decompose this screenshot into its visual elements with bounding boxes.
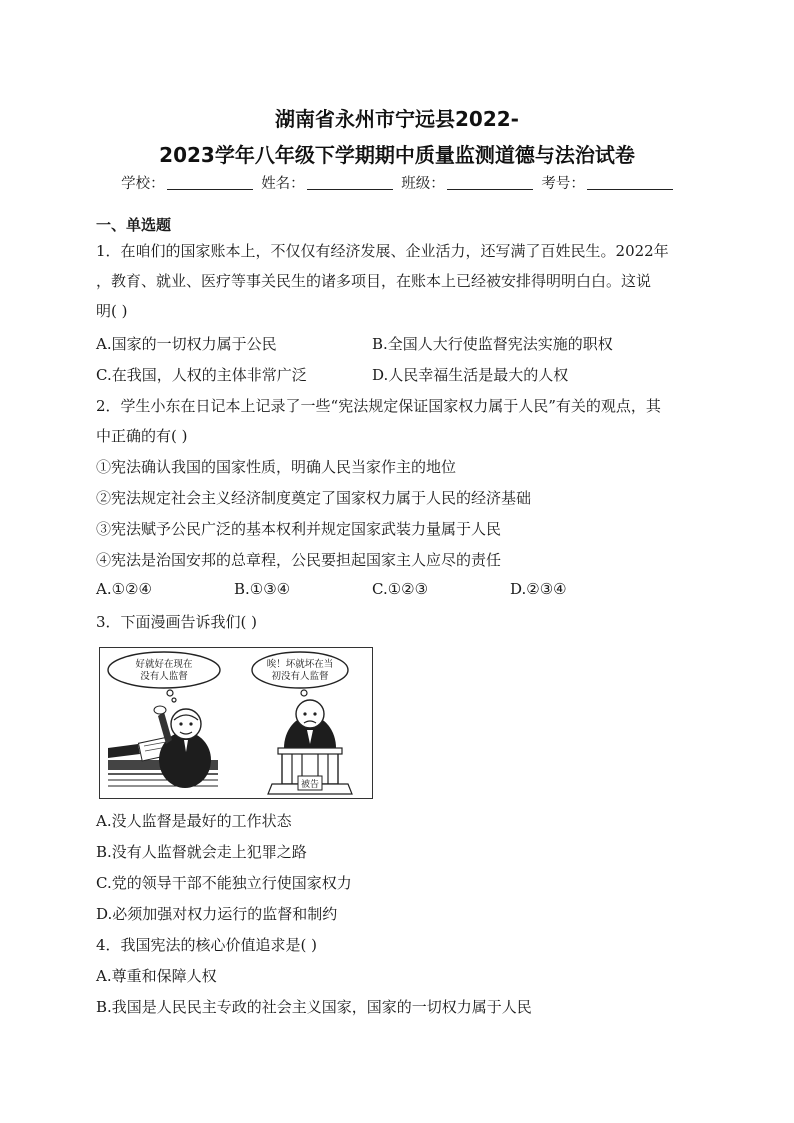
q2-option-a[interactable]: A.①②④	[96, 580, 152, 598]
q3-option-d[interactable]: D.必须加强对权力运行的监督和制约	[96, 905, 338, 923]
defendant-figure-right	[268, 700, 352, 794]
class-blank[interactable]	[447, 175, 533, 190]
left-bubble-line2: 没有人监督	[140, 671, 188, 682]
q3-option-b[interactable]: B.没有人监督就会走上犯罪之路	[96, 843, 307, 861]
q4-line1: 4．我国宪法的核心价值追求是( )	[96, 936, 318, 954]
school-label: 学校：	[121, 176, 165, 192]
right-bubble-line2: 初没有人监督	[271, 671, 329, 682]
q1-line2: ，教育、就业、医疗等事关民生的诸多项目，在账本上已经被安排得明明白白。这说	[96, 272, 652, 290]
right-bubble-line1: 唉！坏就坏在当	[266, 659, 334, 670]
q2-line1: 2．学生小东在日记本上记录了一些“宪法规定保证国家权力属于人民”有关的观点，其	[96, 397, 661, 415]
q1-option-d[interactable]: D.人民幸福生活是最大的人权	[372, 366, 569, 384]
exam-number-blank[interactable]	[587, 175, 673, 190]
q3-cartoon	[99, 647, 373, 799]
exam-title-line1: 湖南省永州市宁远县2022-	[275, 107, 519, 131]
q2-option-d[interactable]: D.②③④	[510, 580, 567, 598]
q1-line1: 1．在咱们的国家账本上，不仅仅有经济发展、企业活力，还写满了百姓民生。2022年	[96, 242, 669, 260]
podium-label: 被告	[300, 780, 320, 790]
left-bubble-line1: 好就好在现在	[135, 659, 193, 670]
q2-line2: 中正确的有( )	[96, 427, 188, 445]
q2-option-b[interactable]: B.①③④	[234, 580, 291, 598]
q2-statement-3: ③宪法赋予公民广泛的基本权利并规定国家武装力量属于人民	[96, 520, 502, 538]
exam-title-line2: 2023学年八年级下学期期中质量监测道德与法治试卷	[159, 143, 635, 167]
q1-option-a[interactable]: A.国家的一切权力属于公民	[96, 335, 277, 353]
class-label: 班级：	[401, 176, 445, 192]
student-info-row	[0, 172, 794, 193]
q3-option-c[interactable]: C.党的领导干部不能独立行使国家权力	[96, 874, 352, 892]
q4-option-b[interactable]: B.我国是人民民主专政的社会主义国家，国家的一切权力属于人民	[96, 998, 532, 1016]
right-speech-bubble	[252, 652, 348, 688]
q2-option-c[interactable]: C.①②③	[372, 580, 429, 598]
section-title: 一、单选题	[96, 216, 172, 234]
exam-number-label: 考号：	[541, 176, 585, 192]
name-blank[interactable]	[307, 175, 393, 190]
name-label: 姓名：	[261, 176, 305, 192]
q2-statement-2: ②宪法规定社会主义经济制度奠定了国家权力属于人民的经济基础	[96, 489, 532, 507]
left-speech-bubble	[108, 652, 220, 688]
q1-option-c[interactable]: C.在我国，人权的主体非常广泛	[96, 366, 307, 384]
q4-option-a[interactable]: A.尊重和保障人权	[96, 967, 217, 985]
q1-line3: 明( )	[96, 302, 128, 320]
q1-option-b[interactable]: B.全国人大行使监督宪法实施的职权	[372, 335, 613, 353]
q2-statement-4: ④宪法是治国安邦的总章程，公民要担起国家主人应尽的责任	[96, 551, 502, 569]
q2-statement-1: ①宪法确认我国的国家性质，明确人民当家作主的地位	[96, 458, 457, 476]
q3-line1: 3．下面漫画告诉我们( )	[96, 613, 258, 631]
official-figure-left	[108, 706, 218, 788]
school-blank[interactable]	[167, 175, 253, 190]
q3-option-a[interactable]: A.没人监督是最好的工作状态	[96, 812, 292, 830]
